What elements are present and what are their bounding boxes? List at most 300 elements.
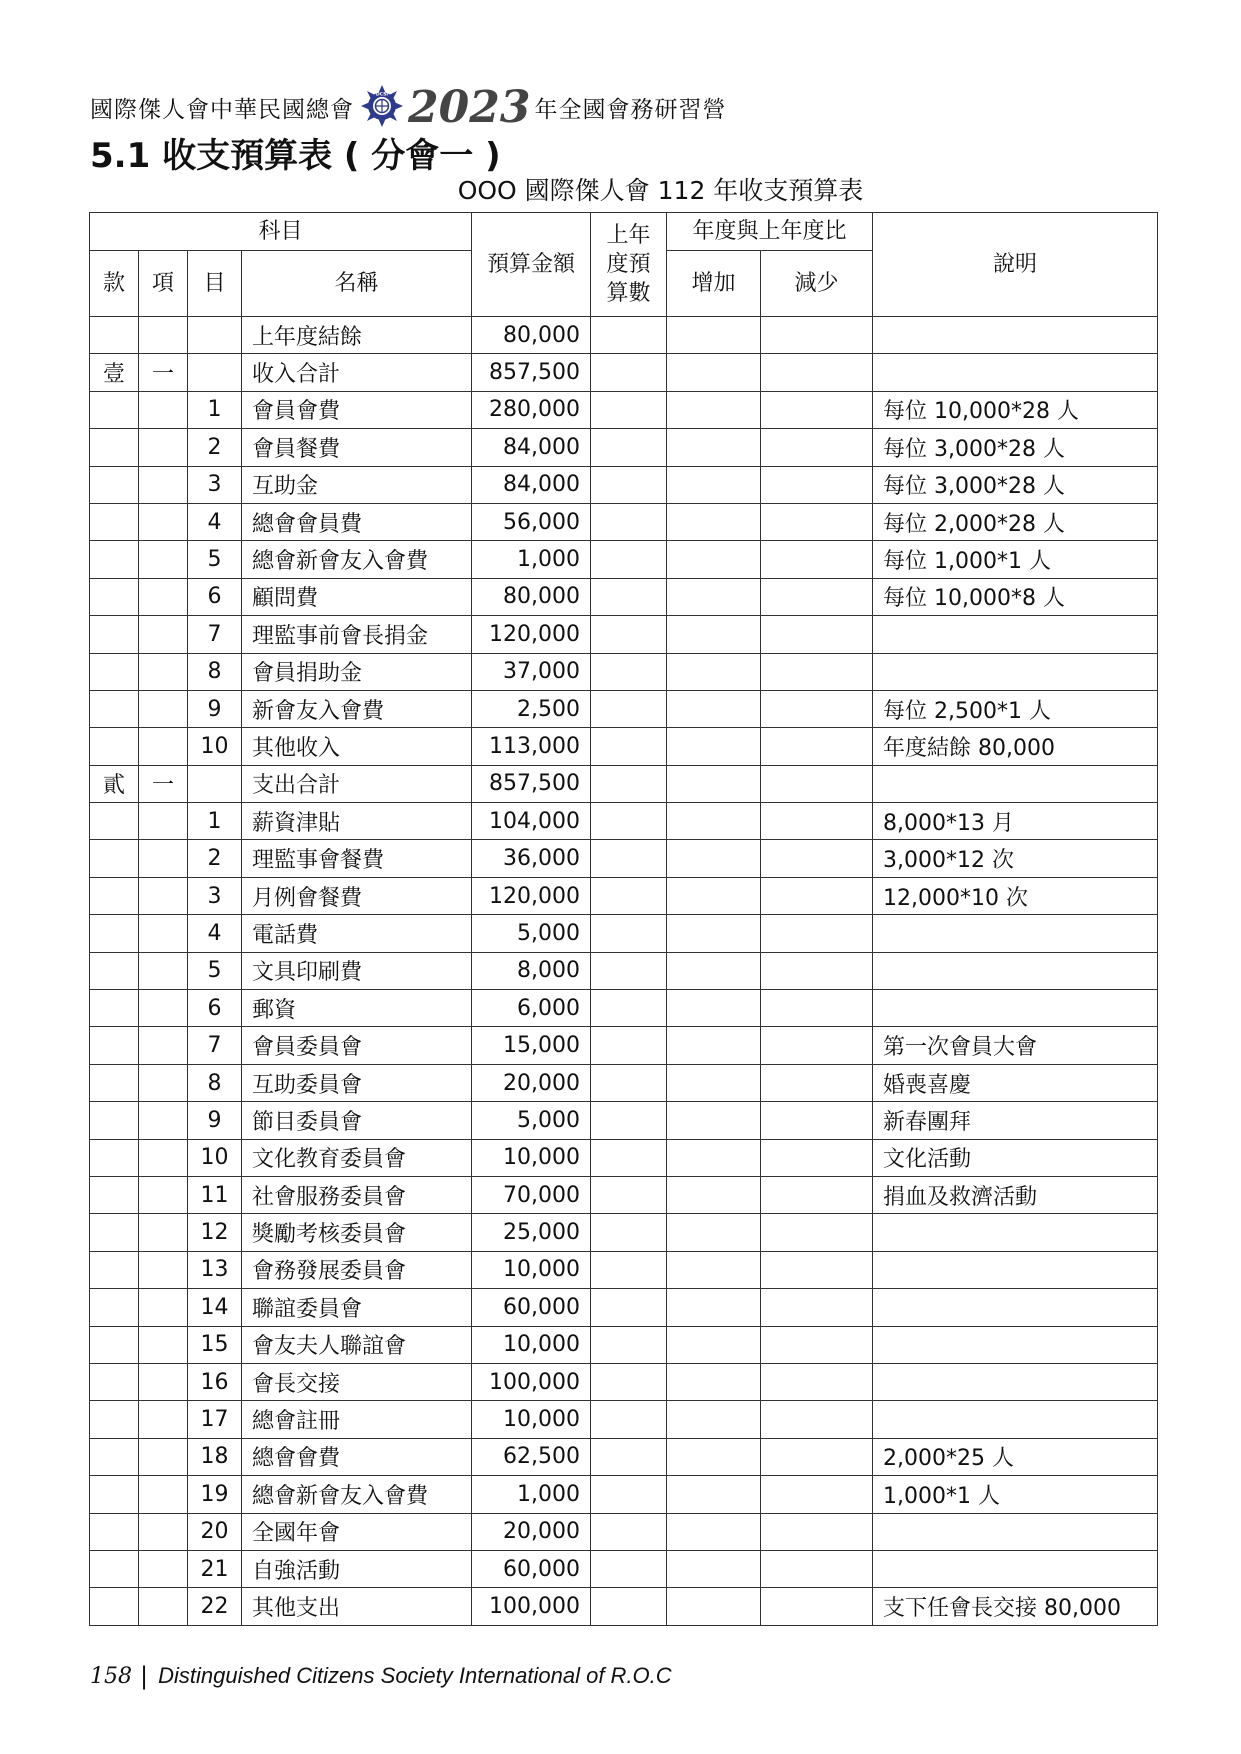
cell-prev-budget [591,915,667,952]
cell-amount: 10,000 [472,1139,591,1176]
cell-mu: 11 [188,1176,242,1213]
cell-kuan [90,1289,139,1326]
cell-kuan [90,915,139,952]
cell-note: 文化活動 [873,1139,1158,1176]
cell-name: 總會會員費 [242,503,472,540]
cell-name: 會員會費 [242,391,472,428]
cell-xiang [139,1513,188,1550]
table-row [90,1289,1158,1326]
cell-kuan [90,840,139,877]
page-footer [90,1662,672,1690]
cell-mu [188,317,242,354]
cell-prev-budget [591,541,667,578]
table-row [90,690,1158,727]
cell-mu: 13 [188,1251,242,1288]
cell-decrease [761,1476,873,1513]
cell-prev-budget [591,578,667,615]
cell-xiang [139,391,188,428]
cell-xiang [139,915,188,952]
cell-mu: 8 [188,653,242,690]
cell-name: 文化教育委員會 [242,1139,472,1176]
table-row [90,1326,1158,1363]
cell-amount: 10,000 [472,1251,591,1288]
header-increase: 增加 [667,251,761,317]
cell-kuan [90,1476,139,1513]
cell-kuan [90,1102,139,1139]
cell-mu: 1 [188,391,242,428]
cell-decrease [761,1102,873,1139]
cell-kuan [90,578,139,615]
cell-decrease [761,1513,873,1550]
society-logo-icon [360,84,404,128]
cell-prev-budget [591,354,667,391]
cell-increase [667,391,761,428]
cell-name: 會員捐助金 [242,653,472,690]
header-mu: 目 [188,251,242,317]
cell-mu: 8 [188,1064,242,1101]
cell-amount: 120,000 [472,877,591,914]
table-row [90,877,1158,914]
cell-kuan [90,391,139,428]
cell-mu: 19 [188,1476,242,1513]
cell-note [873,952,1158,989]
cell-note [873,1363,1158,1400]
table-row [90,541,1158,578]
cell-mu: 9 [188,1102,242,1139]
table-row [90,1214,1158,1251]
table-row [90,653,1158,690]
cell-increase [667,1326,761,1363]
cell-amount: 100,000 [472,1363,591,1400]
cell-increase [667,1176,761,1213]
cell-decrease [761,1176,873,1213]
cell-increase [667,1251,761,1288]
cell-kuan [90,503,139,540]
cell-kuan [90,1363,139,1400]
cell-xiang [139,1363,188,1400]
cell-prev-budget [591,1588,667,1625]
cell-mu: 2 [188,840,242,877]
cell-increase [667,952,761,989]
cell-note [873,1401,1158,1438]
cell-name: 互助委員會 [242,1064,472,1101]
cell-amount: 100,000 [472,1588,591,1625]
cell-xiang [139,840,188,877]
cell-mu: 4 [188,915,242,952]
cell-mu: 5 [188,952,242,989]
cell-note: 每位 2,500*1 人 [873,690,1158,727]
cell-note [873,1550,1158,1587]
page-number: 158 [90,1663,132,1689]
cell-mu: 17 [188,1401,242,1438]
cell-amount: 20,000 [472,1513,591,1550]
table-row [90,1588,1158,1625]
cell-note: 每位 3,000*28 人 [873,466,1158,503]
cell-decrease [761,803,873,840]
cell-increase [667,503,761,540]
cell-xiang [139,1214,188,1251]
cell-prev-budget [591,765,667,802]
cell-mu: 22 [188,1588,242,1625]
cell-mu: 10 [188,1139,242,1176]
cell-prev-budget [591,840,667,877]
cell-increase [667,1289,761,1326]
cell-name: 支出合計 [242,765,472,802]
cell-xiang [139,1588,188,1625]
cell-note [873,765,1158,802]
table-row [90,578,1158,615]
cell-increase [667,1438,761,1475]
cell-increase [667,1214,761,1251]
cell-decrease [761,915,873,952]
cell-note: 支下任會長交接 80,000 [873,1588,1158,1625]
cell-increase [667,1139,761,1176]
cell-decrease [761,840,873,877]
cell-amount: 80,000 [472,317,591,354]
cell-name: 自強活動 [242,1550,472,1587]
cell-amount: 62,500 [472,1438,591,1475]
cell-xiang [139,317,188,354]
cell-name: 郵資 [242,990,472,1027]
cell-prev-budget [591,1476,667,1513]
cell-kuan [90,877,139,914]
table-caption: OOO 國際傑人會 112 年收支預算表 [457,176,864,205]
cell-increase [667,1476,761,1513]
org-name: 國際傑人會中華民國總會 [90,97,354,123]
cell-kuan [90,690,139,727]
cell-decrease [761,653,873,690]
cell-mu: 6 [188,578,242,615]
cell-kuan [90,1064,139,1101]
cell-mu: 3 [188,466,242,503]
event-year: 2023 [408,82,531,133]
cell-decrease [761,503,873,540]
cell-note [873,616,1158,653]
cell-prev-budget [591,1139,667,1176]
cell-note [873,354,1158,391]
table-row [90,1438,1158,1475]
cell-mu: 7 [188,616,242,653]
cell-increase [667,578,761,615]
cell-xiang [139,1064,188,1101]
cell-note: 第一次會員大會 [873,1027,1158,1064]
cell-name: 總會會費 [242,1438,472,1475]
cell-increase [667,1588,761,1625]
cell-note: 婚喪喜慶 [873,1064,1158,1101]
cell-increase [667,1513,761,1550]
cell-prev-budget [591,1251,667,1288]
cell-name: 電話費 [242,915,472,952]
table-row [90,1513,1158,1550]
cell-prev-budget [591,466,667,503]
cell-decrease [761,990,873,1027]
table-row [90,429,1158,466]
cell-kuan [90,1438,139,1475]
cell-amount: 37,000 [472,653,591,690]
cell-xiang [139,803,188,840]
cell-prev-budget [591,1027,667,1064]
cell-decrease [761,354,873,391]
cell-kuan [90,653,139,690]
cell-name: 節目委員會 [242,1102,472,1139]
cell-prev-budget [591,616,667,653]
cell-amount: 10,000 [472,1326,591,1363]
cell-kuan [90,728,139,765]
cell-increase [667,466,761,503]
cell-prev-budget [591,429,667,466]
cell-name: 會長交接 [242,1363,472,1400]
cell-name: 其他支出 [242,1588,472,1625]
cell-decrease [761,877,873,914]
table-row [90,1363,1158,1400]
cell-amount: 1,000 [472,541,591,578]
cell-xiang [139,1139,188,1176]
cell-name: 其他收入 [242,728,472,765]
cell-prev-budget [591,503,667,540]
cell-increase [667,653,761,690]
cell-amount: 5,000 [472,915,591,952]
cell-decrease [761,1251,873,1288]
cell-kuan [90,1401,139,1438]
cell-amount: 60,000 [472,1550,591,1587]
cell-prev-budget [591,728,667,765]
cell-prev-budget [591,1214,667,1251]
cell-note [873,1214,1158,1251]
cell-note [873,1513,1158,1550]
cell-xiang [139,1550,188,1587]
table-row [90,1139,1158,1176]
cell-decrease [761,541,873,578]
cell-note: 每位 2,000*28 人 [873,503,1158,540]
table-row [90,1102,1158,1139]
cell-note: 2,000*25 人 [873,1438,1158,1475]
cell-xiang [139,990,188,1027]
cell-prev-budget [591,1363,667,1400]
cell-increase [667,354,761,391]
cell-prev-budget [591,990,667,1027]
cell-mu [188,765,242,802]
cell-kuan [90,616,139,653]
cell-decrease [761,391,873,428]
table-row [90,915,1158,952]
cell-name: 顧問費 [242,578,472,615]
table-row [90,466,1158,503]
cell-name: 文具印刷費 [242,952,472,989]
cell-name: 會務發展委員會 [242,1251,472,1288]
cell-mu: 5 [188,541,242,578]
cell-increase [667,728,761,765]
cell-increase [667,803,761,840]
cell-xiang [139,653,188,690]
cell-increase [667,1550,761,1587]
cell-mu: 3 [188,877,242,914]
table-row [90,1176,1158,1213]
cell-increase [667,1027,761,1064]
cell-decrease [761,728,873,765]
cell-decrease [761,1064,873,1101]
cell-amount: 280,000 [472,391,591,428]
table-row [90,317,1158,354]
cell-name: 月例會餐費 [242,877,472,914]
cell-name: 上年度結餘 [242,317,472,354]
cell-amount: 120,000 [472,616,591,653]
cell-increase [667,990,761,1027]
table-row [90,1251,1158,1288]
cell-note: 年度結餘 80,000 [873,728,1158,765]
cell-amount: 8,000 [472,952,591,989]
cell-amount: 1,000 [472,1476,591,1513]
cell-prev-budget [591,1401,667,1438]
cell-xiang [139,466,188,503]
cell-amount: 857,500 [472,354,591,391]
cell-name: 全國年會 [242,1513,472,1550]
cell-name: 社會服務委員會 [242,1176,472,1213]
cell-amount: 20,000 [472,1064,591,1101]
table-row [90,616,1158,653]
cell-name: 會員委員會 [242,1027,472,1064]
cell-prev-budget [591,690,667,727]
header-note: 說明 [873,213,1158,317]
cell-kuan [90,317,139,354]
cell-xiang [139,952,188,989]
header-name: 名稱 [242,251,472,317]
society-name: Distinguished Citizens Society International of R.O.C [158,1663,672,1688]
cell-decrease [761,466,873,503]
cell-name: 總會新會友入會費 [242,1476,472,1513]
cell-mu: 4 [188,503,242,540]
cell-prev-budget [591,952,667,989]
cell-increase [667,690,761,727]
cell-prev-budget [591,803,667,840]
cell-mu: 16 [188,1363,242,1400]
cell-amount: 56,000 [472,503,591,540]
cell-amount: 70,000 [472,1176,591,1213]
cell-amount: 84,000 [472,466,591,503]
cell-amount: 6,000 [472,990,591,1027]
cell-mu: 20 [188,1513,242,1550]
cell-decrease [761,317,873,354]
cell-mu: 7 [188,1027,242,1064]
cell-xiang [139,1176,188,1213]
cell-kuan [90,1214,139,1251]
cell-xiang [139,690,188,727]
cell-decrease [761,616,873,653]
table-row [90,1027,1158,1064]
cell-increase [667,1401,761,1438]
cell-xiang [139,578,188,615]
table-row [90,952,1158,989]
cell-xiang [139,1401,188,1438]
logo-text: DCSI [375,92,389,98]
cell-amount: 60,000 [472,1289,591,1326]
cell-amount: 80,000 [472,578,591,615]
cell-prev-budget [591,877,667,914]
cell-mu: 2 [188,429,242,466]
cell-xiang [139,1476,188,1513]
cell-mu [188,354,242,391]
cell-prev-budget [591,1513,667,1550]
cell-increase [667,1064,761,1101]
cell-increase [667,765,761,802]
cell-xiang [139,541,188,578]
cell-increase [667,541,761,578]
header-decrease: 減少 [761,251,873,317]
table-row [90,728,1158,765]
cell-xiang [139,1326,188,1363]
cell-name: 會員餐費 [242,429,472,466]
cell-kuan [90,952,139,989]
header-kuan: 款 [90,251,139,317]
cell-xiang [139,503,188,540]
table-row [90,1550,1158,1587]
cell-note [873,1251,1158,1288]
cell-note: 每位 3,000*28 人 [873,429,1158,466]
cell-kuan [90,1176,139,1213]
page-header [90,72,726,132]
header-subject: 科目 [90,213,472,251]
cell-prev-budget [591,317,667,354]
cell-mu: 6 [188,990,242,1027]
header-compare: 年度與上年度比 [667,213,873,251]
cell-decrease [761,952,873,989]
cell-increase [667,1102,761,1139]
header-budget: 預算金額 [472,213,591,317]
cell-xiang [139,429,188,466]
cell-mu: 10 [188,728,242,765]
cell-xiang [139,1027,188,1064]
cell-prev-budget [591,1064,667,1101]
cell-kuan [90,990,139,1027]
cell-increase [667,429,761,466]
cell-decrease [761,1588,873,1625]
cell-note: 新春團拜 [873,1102,1158,1139]
cell-kuan [90,1326,139,1363]
cell-prev-budget [591,1289,667,1326]
cell-prev-budget [591,391,667,428]
cell-prev-budget [591,1176,667,1213]
cell-kuan [90,429,139,466]
cell-note [873,990,1158,1027]
cell-increase [667,915,761,952]
footer-separator: | [140,1662,149,1690]
table-header [90,213,1158,317]
cell-mu: 14 [188,1289,242,1326]
table-row [90,1476,1158,1513]
table-row [90,503,1158,540]
cell-decrease [761,1027,873,1064]
cell-decrease [761,1139,873,1176]
section-title: 5.1 收支預算表 ( 分會一 ) [90,136,501,176]
cell-xiang [139,877,188,914]
event-name: 年全國會務研習營 [534,97,727,123]
cell-xiang [139,1289,188,1326]
cell-amount: 15,000 [472,1027,591,1064]
cell-note [873,1289,1158,1326]
cell-decrease [761,690,873,727]
table-row [90,391,1158,428]
cell-kuan [90,1588,139,1625]
cell-name: 總會新會友入會費 [242,541,472,578]
cell-increase [667,1363,761,1400]
cell-prev-budget [591,1326,667,1363]
cell-note [873,653,1158,690]
cell-prev-budget [591,1550,667,1587]
cell-name: 獎勵考核委員會 [242,1214,472,1251]
cell-decrease [761,765,873,802]
table-body [90,317,1158,1626]
cell-xiang [139,728,188,765]
cell-mu: 9 [188,690,242,727]
